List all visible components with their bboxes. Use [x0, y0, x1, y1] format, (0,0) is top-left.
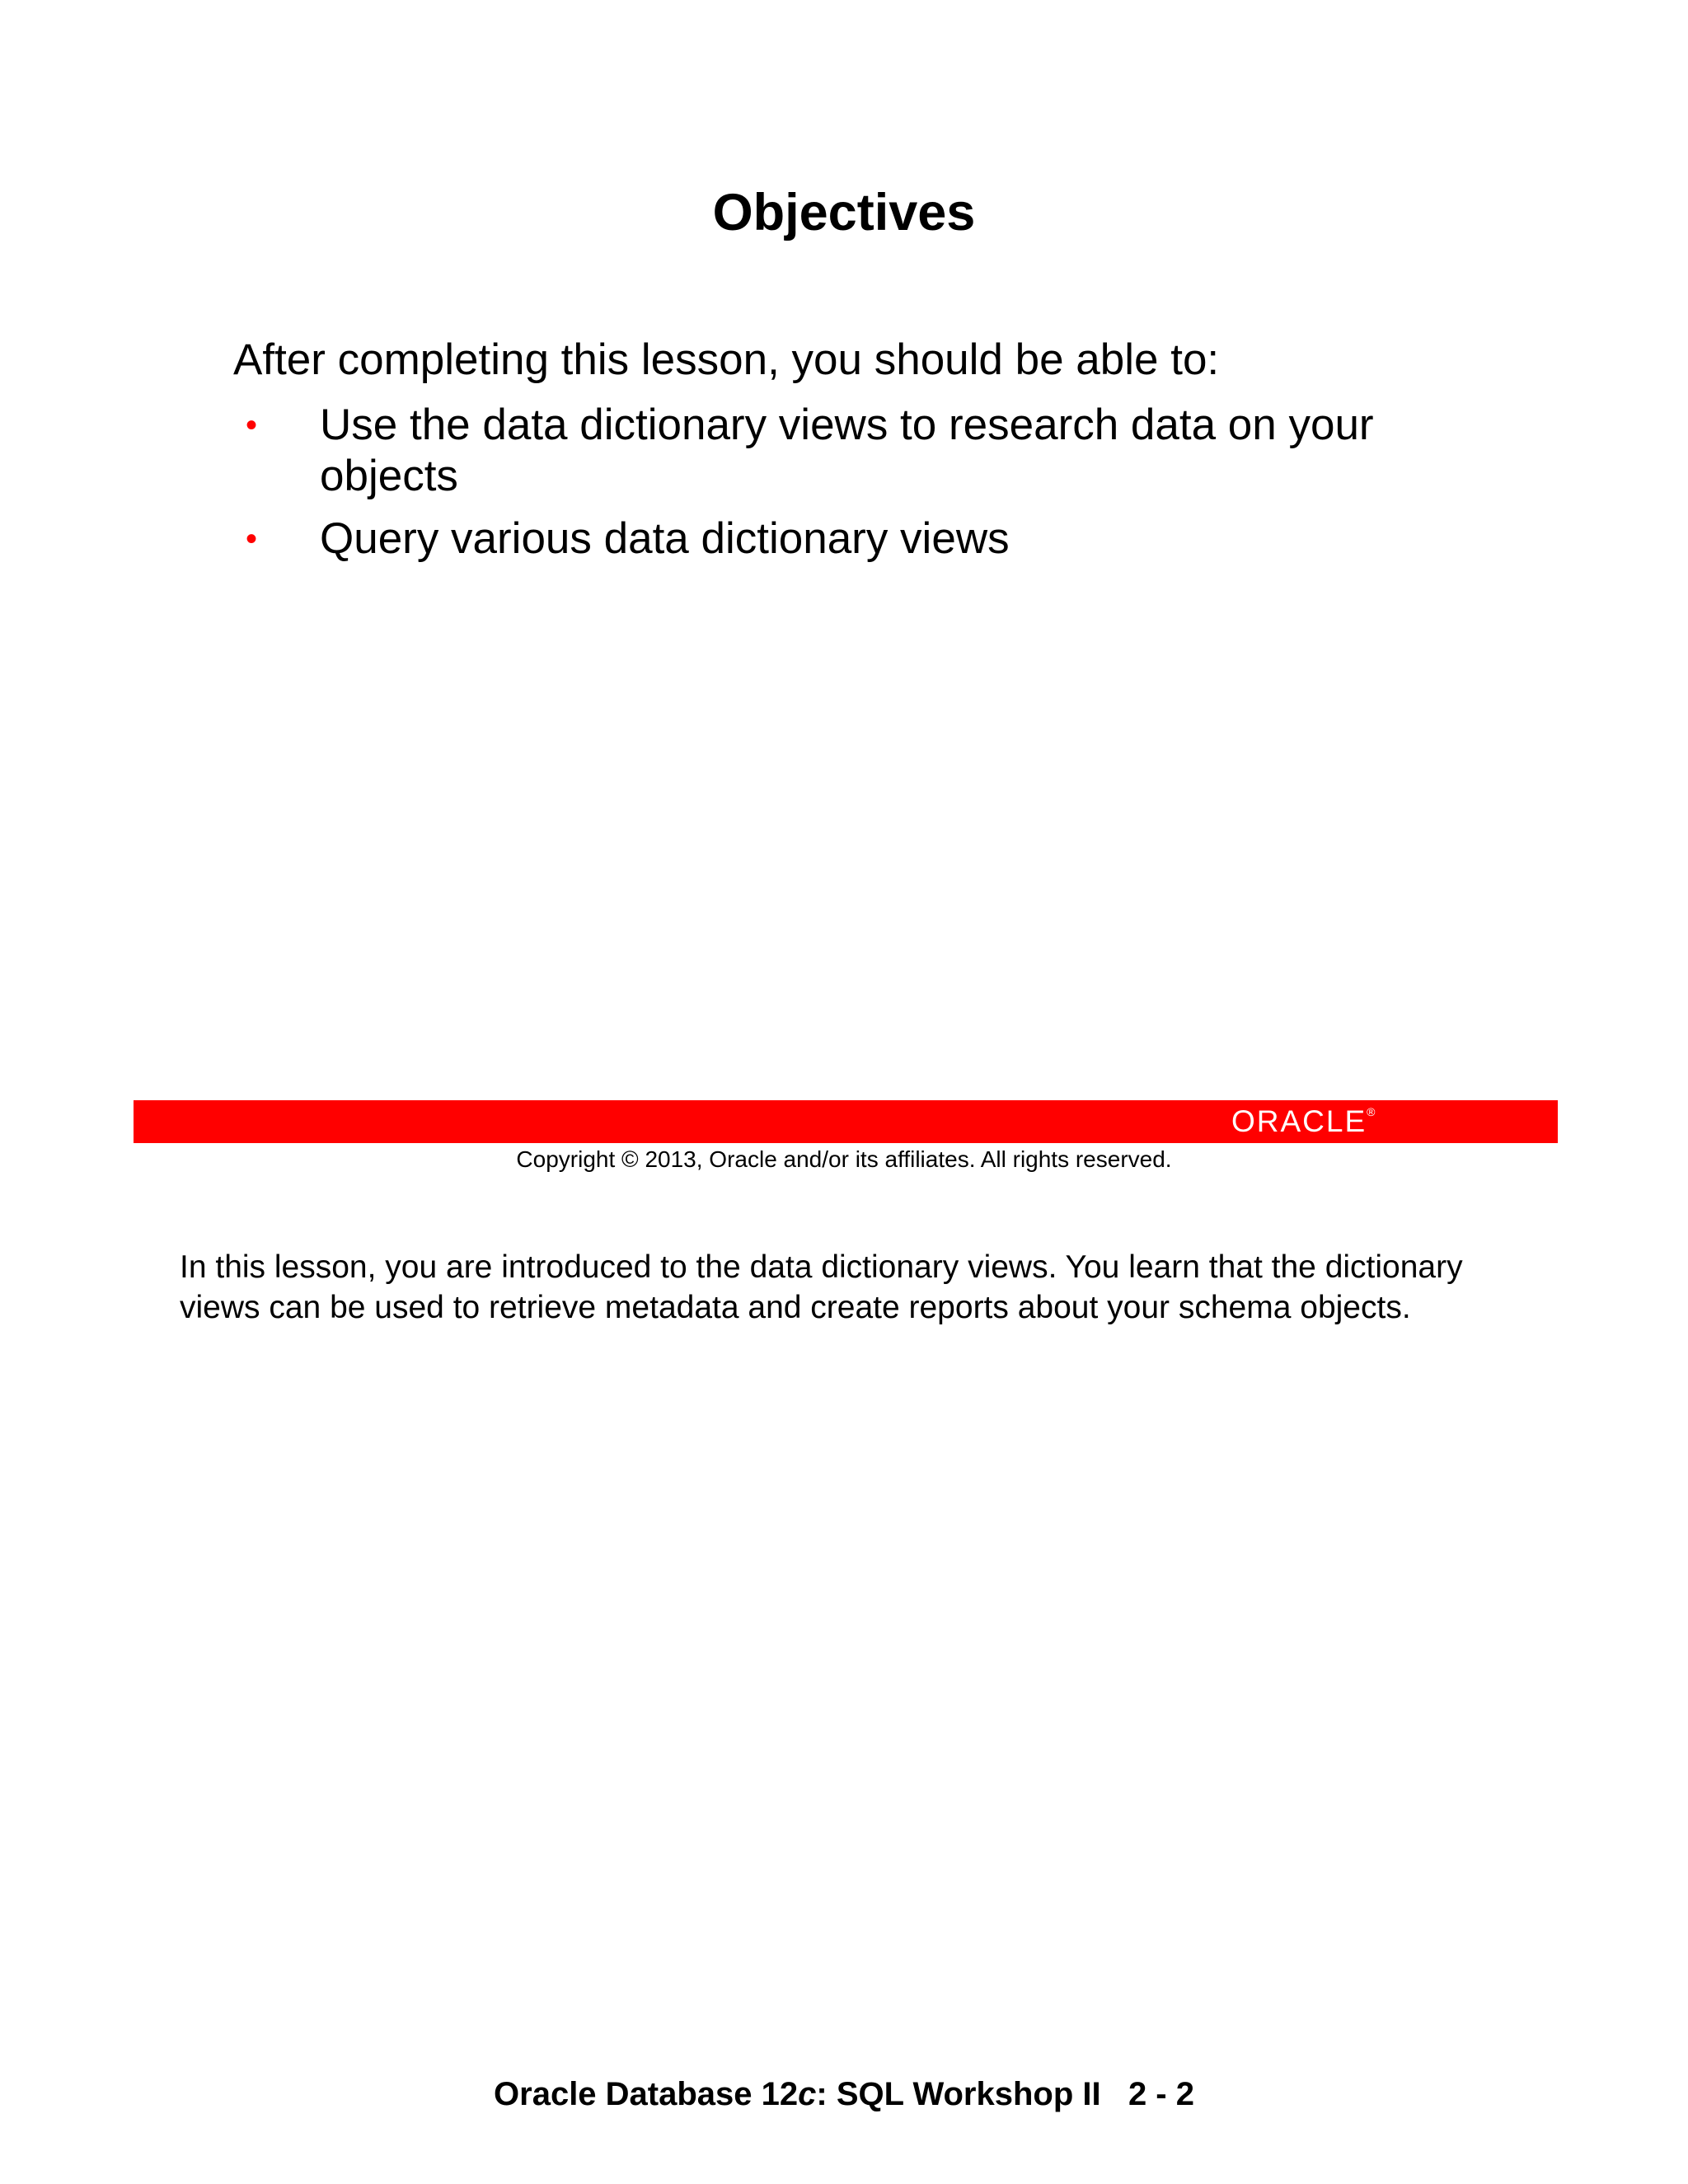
objective-text: Use the data dictionary views to research data on your objects: [320, 401, 1374, 500]
intro-text: After completing this lesson, you should be able to:: [233, 335, 1220, 384]
objective-text: Query various data dictionary views: [320, 514, 1010, 563]
oracle-logo: [1231, 1103, 1375, 1141]
page-footer: [0, 2073, 1688, 2116]
slide-title: Objectives: [712, 184, 976, 241]
bullet-icon: •: [246, 407, 258, 443]
objective-item: [233, 400, 1470, 502]
objective-item: [233, 513, 1470, 565]
oracle-logo-text: ORACLE: [1231, 1104, 1367, 1138]
bullet-icon: •: [246, 521, 258, 557]
lesson-notes: In this lesson, you are introduced to the data dictionary views. You learn that the dictionary views can be used to retrieve metadata and create reports about your schema objects.: [180, 1249, 1463, 1325]
objectives-list: [233, 400, 1470, 576]
registered-mark: ®: [1367, 1105, 1376, 1118]
copyright-notice: Copyright © 2013, Oracle and/or its affiliates. All rights reserved.: [516, 1146, 1172, 1172]
footer-version-suffix: c: [798, 2076, 817, 2112]
footer-course-name: Oracle Database 12: [494, 2076, 799, 2112]
footer-page-number: : SQL Workshop II 2 - 2: [816, 2076, 1194, 2112]
